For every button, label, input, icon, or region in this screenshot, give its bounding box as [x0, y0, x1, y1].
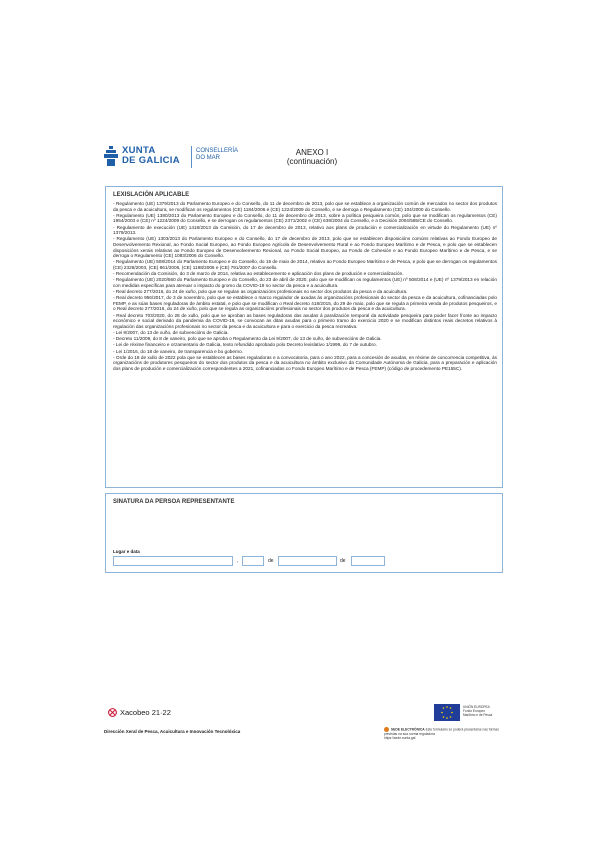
legislation-list: [113, 201, 497, 372]
de-separator: de: [340, 558, 346, 564]
logo-divider: [191, 146, 192, 168]
eu-fund-label: [463, 705, 503, 717]
legislation-item: - Regulamento (UE) 508/2014 do Parlamento Europeo e do Consello, do 15 de maio de 2014, relativo ao Fondo Europeo Marítimo e de Pesca, e polo que se derrogan os regulamentos (CE) 2328/2003, (CE) 861/2006, (CE) 1198/2006 e (CE) 791/2007 do Consello.: [113, 259, 497, 270]
legislation-item: - Regulamento (UE) 2020/560 do Parlamento Europeo e do Consello, do 23 de abril de 2020, polo que se modifican os regulamentos (UE) nº 508/2014 e (UE) nº 1379/2013 en relación con medidas específicas para atenuar o impacto do gromo da COVID-19 no sector da pesca e a acuicultura.: [113, 277, 497, 288]
day-field[interactable]: [242, 556, 264, 566]
sede-url[interactable]: https://sede.xunta.gal: [384, 736, 416, 741]
legislation-item: - Regulamento (UE) 1380/2013 do Parlamento Europeo e do Consello, do 11 de decembro de 2013, sobre a política pesqueira común, polo que se modifican os regulamentos (CE) 1954/2003 e (CE) nº 1224/2009 do Consello, e se derrogan os regulamentos (CE) 2371/2002 e (CE) 639/2004 do Consello, e a Decisión 2004/585/CE do Consello.: [113, 212, 497, 224]
legislation-item: - Lei 1/2016, do 18 de xaneiro, de transparencia e bo goberno.: [113, 348, 244, 354]
legislation-item: - Real decreto 277/2016, do 24 de xuño, polo que se regulan as organizacións profesionais no sector dos produtos da pesca e da acuicultura.: [113, 289, 408, 295]
legislation-item: - Decreto 11/2009, do 8 de xaneiro, polo que se aproba o Regulamento da Lei 9/2007, do 13 de xuño, de subvencións de Galicia.: [113, 336, 382, 342]
legislation-title: LEXISLACIÓN APLICABLE: [113, 192, 190, 198]
legislation-item: - Regulamento (UE) 1303/2013 do Parlamento Europeo e do Consello, do 17 de decembro de 2013, polo que se establecen disposicións comúns relativas ao Fondo Europeo de Desenvolvemento Rexional, ao Fondo Social Europeo, ao Fondo Europeo Agrícola de Desenvolvemento Rural e ao Fondo Europeo Marítimo e de Pesca, e polo que se establecen disposicións xerais relativas ao Fondo Europeo de Desenvolvemento Rexional, ao Fondo Social Europeo, ao Fondo de Cohesión e ao Fondo Europeo Marítimo e de Pesca, e se derroga o Regulamento (CE) 1083/2006 do Consello.: [113, 236, 497, 259]
page-footer: [104, 700, 504, 745]
eu-flag-icon: [434, 704, 460, 721]
legislation-item: - Real decreto 703/2020, do 28 de xullo, polo que se aproban as bases reguladoras das axudas á paralización temporal da actividade pesqueira para poder facer fronte ao impacto económico e social derivado da pandemia da COVID-19, se convocan as ditas axudas para o primeiro tramo do exercicio 2020 e se modifican distintos reais decretos relativos á regulación das organizacións profesionais no sector da pesca e da acuicultura e para o exercicio da pesca recreativa.: [113, 312, 497, 329]
legislation-item: - Orde do 18 de xullo de 2022 pola que se establecen as bases reguladoras e a convocatoria, para o ano 2022, para a concesión de axudas, en réxime de concorrencia competitiva, ás organizacións de produtores pesqueiros do sector dos produtos da pesca e da acuicultura no ámbito exclusivo da Comunidade Autónoma de Galicia, para a preparación e aplicación dos plans de produción e comercialización correspondentes a 2021, cofinanciadas co Fondo Europeo Marítimo e de Pesca (FEMP) (código de procedemento PE155C).: [113, 354, 497, 371]
place-date-label: Lugar e data: [113, 549, 140, 554]
xunta-emblem-icon: [104, 146, 118, 166]
sede-brand: SEDE ELECTRÓNICA: [390, 727, 425, 732]
de-separator: de: [268, 558, 274, 564]
signature-title: SINATURA DA PERSOA REPRESENTANTE: [113, 499, 235, 505]
page-header: [104, 146, 504, 180]
annex-title: ANEXO I: [295, 148, 329, 157]
eu-line-1: UNIÓN EUROPEA: [463, 705, 490, 709]
annex-heading: [282, 148, 342, 166]
legislation-item: - Real decreto 956/2017, do 3 de novembro, polo que se establece o marco regulador de axudas ás organizacións profesionais do sector da pesca e da acuicultura, cofinanciadas polo FEMP, e as súas bases reguladoras de ámbito estatal, e polo que se modifican o Real decreto 418/2015, do 29 de maio, polo que se regula a primeira venda de produtos pesqueiros, e o Real decreto 277/2016, do 24 de xuño, polo que se regula as organizacións profesionais no sector dos produtos da pesca e da acuicultura.: [113, 295, 497, 312]
legislation-section: [105, 186, 503, 488]
legislation-item: - Regulamento de execución (UE) 1418/2013 da Comisión, do 17 de decembro de 2013, relativo aos plans de produción e comercialización en virtude do Regulamento (UE) nº 1379/2013.: [113, 224, 497, 236]
annex-subtitle: (continuación): [286, 157, 338, 166]
xunta-logo: [104, 146, 180, 166]
eu-line-2: Fondo Europeo: [463, 709, 485, 713]
xacobeo-emblem-icon: [108, 708, 117, 717]
direction-name: Dirección Xeral de Pesca, Acuicultura e Innovación Tecnolóxica: [104, 729, 241, 734]
logo-line-1: XUNTA: [122, 145, 156, 156]
legislation-item: - Lei de réxime financeiro e orzamentario de Galicia, texto refundido aprobado polo Decreto lexislativo 1/1999, do 7 de outubro.: [113, 342, 377, 348]
month-field[interactable]: [278, 556, 337, 566]
eu-line-3: Marítimo e de Pesca: [463, 713, 493, 717]
sede-text: Este formulario só poderá presentarse nas formas previstas na súa norma reguladora: [384, 727, 499, 736]
logo-line-2: DE GALICIA: [122, 155, 180, 166]
electronic-office-note: [384, 727, 504, 741]
xacobeo-logo: [108, 708, 171, 717]
legislation-item: - Regulamento (UE) 1379/2013 do Parlamento Europeo e do Consello, do 11 de decembro de 2013, polo que se establece a organización común de mercados no sector dos produtos da pesca e da acuicultura, se modifican os regulamentos (CE) 1184/2006 e (CE) 1224/2009 do Consello, e se derroga o Regulamento (CE) 104/2000 do Consello.: [113, 201, 497, 212]
department-line-2: DO MAR: [196, 155, 220, 161]
place-field[interactable]: [113, 556, 233, 566]
legislation-item: - Recomendación da Comisión, do 3 de marzo de 2014, relativa ao establecemento e aplicación dos plans de produción e comercialización.: [113, 271, 404, 277]
legislation-item: - Lei 9/2007, do 13 de xuño, de subvencións de Galicia.: [113, 330, 229, 335]
year-field[interactable]: [351, 556, 385, 566]
department-name: [196, 148, 238, 162]
department-line-1: CONSELLERÍA: [196, 148, 239, 154]
comma-separator: ,: [237, 558, 239, 564]
xacobeo-text: Xacobeo 21·22: [120, 708, 171, 717]
signature-section: [105, 493, 503, 573]
